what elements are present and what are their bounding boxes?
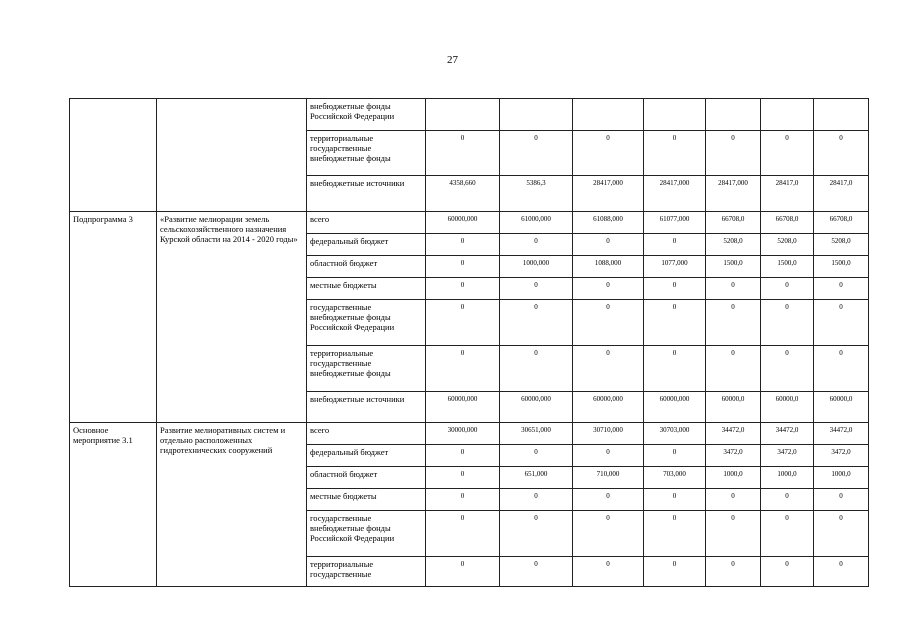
value-cell: 0 [426, 278, 500, 300]
funding-source: федеральный бюджет [307, 234, 426, 256]
value-cell: 60000,000 [573, 392, 644, 423]
value-cell: 0 [426, 445, 500, 467]
value-cell: 3472,0 [814, 445, 869, 467]
value-cell: 1500,0 [706, 256, 761, 278]
value-cell: 5386,3 [500, 176, 573, 212]
value-cell: 0 [644, 557, 706, 587]
value-cell: 0 [573, 511, 644, 557]
funding-source: местные бюджеты [307, 489, 426, 511]
program-title: «Развитие мелиорации земель сельскохозяйственного назначения Курской области на 2014 - 2020 годы» [157, 212, 307, 423]
value-cell: 5208,0 [761, 234, 814, 256]
page-number: 27 [447, 54, 458, 66]
value-cell: 0 [706, 489, 761, 511]
value-cell: 60000,0 [761, 392, 814, 423]
value-cell: 0 [706, 131, 761, 176]
funding-source: внебюджетные источники [307, 392, 426, 423]
value-cell: 30000,000 [426, 423, 500, 445]
table-row [70, 423, 869, 445]
funding-source: всего [307, 423, 426, 445]
value-cell: 0 [573, 300, 644, 346]
program-title [157, 99, 307, 212]
value-cell: 0 [426, 131, 500, 176]
value-cell: 0 [500, 489, 573, 511]
value-cell: 66708,0 [761, 212, 814, 234]
value-cell: 0 [644, 131, 706, 176]
value-cell: 1000,0 [814, 467, 869, 489]
value-cell [814, 99, 869, 131]
value-cell: 0 [814, 278, 869, 300]
value-cell: 1000,000 [500, 256, 573, 278]
value-cell: 61077,000 [644, 212, 706, 234]
value-cell: 0 [500, 234, 573, 256]
value-cell: 0 [706, 557, 761, 587]
funding-source: областной бюджет [307, 467, 426, 489]
value-cell: 0 [573, 278, 644, 300]
value-cell: 61088,000 [573, 212, 644, 234]
value-cell: 28417,0 [814, 176, 869, 212]
value-cell: 0 [761, 511, 814, 557]
value-cell: 1088,000 [573, 256, 644, 278]
value-cell: 0 [814, 346, 869, 392]
value-cell: 34472,0 [761, 423, 814, 445]
value-cell [644, 99, 706, 131]
value-cell: 28417,000 [644, 176, 706, 212]
value-cell: 66708,0 [814, 212, 869, 234]
value-cell: 60000,000 [426, 392, 500, 423]
value-cell: 0 [573, 489, 644, 511]
value-cell: 0 [644, 278, 706, 300]
value-cell: 703,000 [644, 467, 706, 489]
funding-source: государственные внебюджетные фонды Российской Федерации [307, 300, 426, 346]
value-cell: 0 [706, 511, 761, 557]
value-cell: 0 [500, 300, 573, 346]
value-cell: 3472,0 [761, 445, 814, 467]
value-cell: 5208,0 [814, 234, 869, 256]
value-cell: 0 [761, 131, 814, 176]
value-cell: 1000,0 [706, 467, 761, 489]
value-cell: 28417,000 [573, 176, 644, 212]
value-cell: 0 [573, 557, 644, 587]
value-cell: 0 [761, 557, 814, 587]
value-cell [761, 99, 814, 131]
value-cell: 0 [426, 300, 500, 346]
value-cell: 0 [644, 300, 706, 346]
program-label [70, 99, 157, 212]
value-cell: 0 [644, 489, 706, 511]
table-row [70, 212, 869, 234]
value-cell: 0 [814, 300, 869, 346]
value-cell: 30710,000 [573, 423, 644, 445]
program-label: Основное мероприятие 3.1 [70, 423, 157, 587]
value-cell: 60000,0 [814, 392, 869, 423]
funding-source: территориальные государственные внебюджетные фонды [307, 131, 426, 176]
value-cell: 0 [761, 346, 814, 392]
value-cell: 3472,0 [706, 445, 761, 467]
value-cell: 0 [426, 557, 500, 587]
value-cell: 651,000 [500, 467, 573, 489]
value-cell: 0 [761, 300, 814, 346]
value-cell: 30651,000 [500, 423, 573, 445]
value-cell: 0 [500, 346, 573, 392]
value-cell: 0 [761, 278, 814, 300]
value-cell: 5208,0 [706, 234, 761, 256]
value-cell [706, 99, 761, 131]
value-cell: 0 [426, 234, 500, 256]
value-cell: 0 [500, 445, 573, 467]
value-cell: 0 [644, 234, 706, 256]
value-cell: 28417,0 [761, 176, 814, 212]
value-cell: 0 [644, 511, 706, 557]
value-cell: 0 [814, 489, 869, 511]
value-cell: 0 [644, 445, 706, 467]
value-cell: 0 [761, 489, 814, 511]
value-cell: 0 [500, 557, 573, 587]
value-cell: 0 [500, 511, 573, 557]
value-cell: 0 [814, 557, 869, 587]
value-cell: 0 [426, 256, 500, 278]
table-row [70, 99, 869, 131]
value-cell: 60000,0 [706, 392, 761, 423]
value-cell: 66708,0 [706, 212, 761, 234]
value-cell: 34472,0 [706, 423, 761, 445]
value-cell: 60000,000 [644, 392, 706, 423]
funding-source: внебюджетные источники [307, 176, 426, 212]
program-title: Развитие мелиоративных систем и отдельно расположенных гидротехнических сооружений [157, 423, 307, 587]
value-cell: 0 [706, 300, 761, 346]
value-cell: 0 [573, 445, 644, 467]
funding-source: местные бюджеты [307, 278, 426, 300]
program-label: Подпрограмма 3 [70, 212, 157, 423]
funding-source: всего [307, 212, 426, 234]
value-cell: 1500,0 [761, 256, 814, 278]
funding-source: территориальные государственные [307, 557, 426, 587]
value-cell: 0 [573, 234, 644, 256]
value-cell: 0 [706, 278, 761, 300]
value-cell [426, 99, 500, 131]
value-cell: 0 [426, 467, 500, 489]
funding-source: территориальные государственные внебюджетные фонды [307, 346, 426, 392]
value-cell: 4358,660 [426, 176, 500, 212]
value-cell: 28417,000 [706, 176, 761, 212]
value-cell: 0 [706, 346, 761, 392]
value-cell: 0 [426, 511, 500, 557]
funding-source: федеральный бюджет [307, 445, 426, 467]
funding-source: государственные внебюджетные фонды Российской Федерации [307, 511, 426, 557]
budget-table-body [70, 99, 869, 587]
value-cell: 1077,000 [644, 256, 706, 278]
funding-source: областной бюджет [307, 256, 426, 278]
value-cell: 0 [426, 489, 500, 511]
value-cell: 0 [814, 131, 869, 176]
value-cell: 0 [573, 131, 644, 176]
value-cell: 1500,0 [814, 256, 869, 278]
value-cell: 710,000 [573, 467, 644, 489]
value-cell: 0 [814, 511, 869, 557]
value-cell: 0 [426, 346, 500, 392]
value-cell: 60000,000 [426, 212, 500, 234]
value-cell: 0 [573, 346, 644, 392]
value-cell: 0 [500, 278, 573, 300]
value-cell: 61000,000 [500, 212, 573, 234]
value-cell: 34472,0 [814, 423, 869, 445]
value-cell [573, 99, 644, 131]
value-cell: 0 [644, 346, 706, 392]
value-cell [500, 99, 573, 131]
value-cell: 30703,000 [644, 423, 706, 445]
value-cell: 60000,000 [500, 392, 573, 423]
value-cell: 1000,0 [761, 467, 814, 489]
funding-source: внебюджетные фонды Российской Федерации [307, 99, 426, 131]
budget-table [69, 98, 869, 587]
value-cell: 0 [500, 131, 573, 176]
